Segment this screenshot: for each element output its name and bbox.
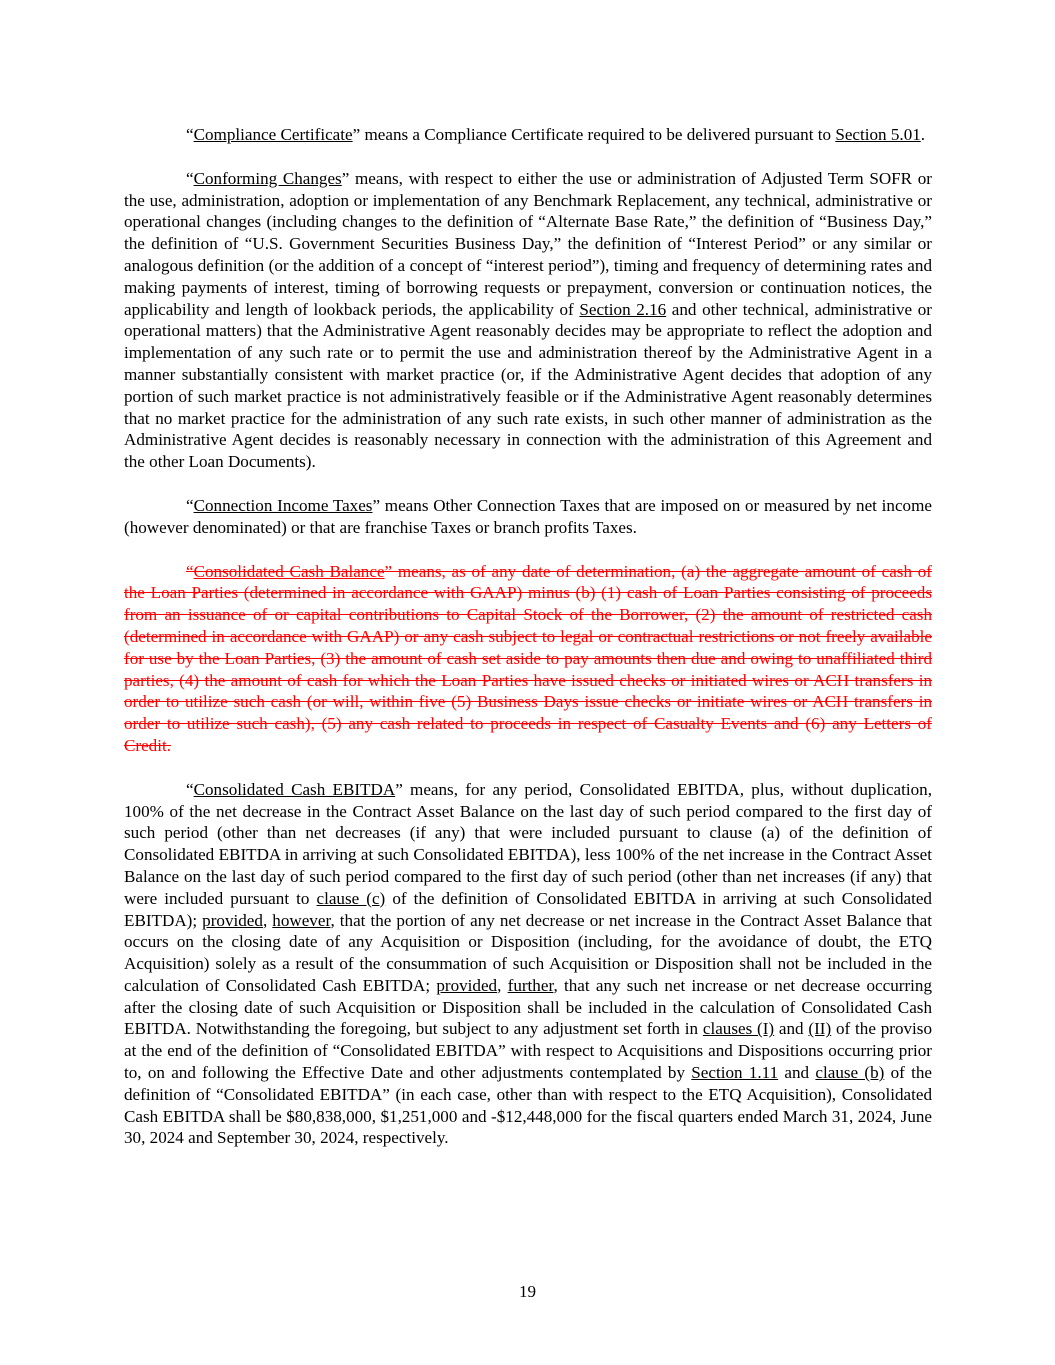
defined-term: Compliance Certificate [193, 125, 353, 144]
definition-text: of the proviso at the end of the definition of “Consolidated EBITDA” with respect to Acquisitions and Dispositions occurring prior to, on and following the Effective Date and other adjustments contemplated by [124, 1019, 932, 1083]
definition-consolidated-cash-ebitda [124, 779, 932, 1150]
definition-text: , that the portion of any net decrease or net increase in the Contract Asset Balance that occurs on the closing date of any Acquisition or Disposition (including, for the avoidance of doubt, the ETQ Acquisition) solely as a result of the consummation of such Acquisition or Disposition shall not be included in the calculation of Consolidated Cash EBITDA; [124, 910, 933, 995]
defined-term: Conforming Changes [193, 168, 342, 188]
section-reference: Section 5.01 [835, 125, 921, 144]
definition-text: , [497, 975, 508, 995]
clause-reference: clause (c) [316, 888, 386, 908]
definition-text: of the definition of Consolidated EBITDA in arriving at such Consolidated EBITDA); [124, 888, 932, 930]
definition-text: and [774, 1019, 809, 1039]
definition-text: . [920, 125, 926, 144]
definition-text: ” means, with respect to either the use or administration of Adjusted Term SOFR or the use, administration, adoption or implementation of any Benchmark Replacement, any technical, administrative or operational changes (including changes to the definition of “Alternate Base Rate,” the definition of “Business Day,” the definition of “U.S. Government Securities Business Day,” the definition of “Interest Period” or any similar or analogous definition (or the addition of a concept of “interest period”), timing and frequency of determining rates and making payments of interest, timing of borrowing requests or prepayment, conversion or continuation notices, the applicability and length of lookback periods, the applicability of [124, 168, 932, 319]
proviso-term: however [272, 910, 331, 930]
open-quote: “ [186, 779, 194, 799]
clause-reference: clause (b) [815, 1063, 885, 1083]
proviso-term: provided [436, 975, 498, 995]
definition-text: , that any such net increase or net decrease occurring after the closing date of such Acquisition or Disposition shall be included in the calculation of Consolidated Cash EBITDA. Notwithstanding the foregoing, but subject to any adjustment set forth in [124, 975, 932, 1039]
definition-text: ” means, for any period, Consolidated EBITDA, plus, without duplication, 100% of the net decrease in the Contract Asset Balance on the last day of such period compared to the first day of such period (other than net decreases (if any) that were included pursuant to clause (a) of the definition of Consolidated EBITDA in arriving at such Consolidated EBITDA), less 100% of the net increase in the Contract Asset Balance on the last day of such period compared to the first day of such period (other than net increases (if any) that were included pursuant to [124, 779, 932, 908]
document-page [124, 124, 932, 1171]
definition-text: , [262, 910, 273, 930]
definition-text: ” means a Compliance Certificate required to be delivered pursuant to [352, 125, 836, 144]
defined-term: Connection Income Taxes [193, 495, 373, 515]
open-quote: “ [186, 561, 194, 581]
definition-compliance-certificate [124, 124, 932, 146]
open-quote: “ [186, 125, 194, 144]
proviso-term: further [507, 975, 554, 995]
definition-text: of the definition of “Consolidated EBITDA” (in each case, other than with respect to the ETQ Acquisition), Consolidated Cash EBITDA shall be $80,838,000, $1,251,000 and -$12,448,000 for the fiscal quarters ended March 31, 2024, June 30, 2024 and September 30, 2024, respectively. [124, 1063, 932, 1148]
open-quote: “ [186, 168, 194, 188]
section-reference: Section 1.11 [691, 1063, 779, 1083]
definition-text: and [778, 1063, 816, 1083]
definition-text: and other technical, administrative or operational matters) that the Administrative Agent reasonably decides may be appropriate to reflect the adoption and implementation of any such rate or to permit the use and administration thereof by the Administrative Agent in a manner substantially consistent with market practice (or, if the Administrative Agent decides that adoption of any portion of such market practice is not administratively feasible or if the Administrative Agent reasonably determines that no market practice for the administration of any such rate exists, in such other manner of administration as the Administrative Agent decides is reasonably necessary in connection with the administration of this Agreement and the other Loan Documents). [124, 299, 932, 472]
definition-text: ” means, as of any date of determination, (a) the aggregate amount of cash of the Loan Parties (determined in accordance with GAAP) minus (b) (1) cash of Loan Parties consisting of proceeds from an issuance of or capital contributions to Capital Stock of the Borrower, (2) the amount of restricted cash (determined in accordance with GAAP) or any cash subject to legal or contractual restrictions or not freely available for use by the Loan Parties, (3) the amount of cash set aside to pay amounts then due and owing to unaffiliated third parties, (4) the amount of cash for which the Loan Parties have issued checks or initiated wires or ACH transfers in order to utilize such cash (or will, within five (5) Business Days issue checks or initiate wires or ACH transfers in order to utilize such cash), (5) any cash related to proceeds in respect of Casualty Events and (6) any Letters of Credit. [124, 561, 932, 755]
open-quote: “ [186, 495, 194, 515]
definition-consolidated-cash-balance-deleted [124, 561, 932, 757]
defined-term: Consolidated Cash Balance [193, 561, 385, 581]
definition-text: ” means Other Connection Taxes that are imposed on or measured by net income (however denominated) or that are franchise Taxes or branch profits Taxes. [124, 495, 932, 537]
clause-reference: clauses (I) [702, 1019, 775, 1039]
section-reference: Section 2.16 [579, 299, 667, 319]
definition-conforming-changes [124, 168, 932, 473]
page-number: 19 [518, 1282, 537, 1301]
definition-connection-income-taxes [124, 495, 932, 539]
clause-reference: (II) [808, 1019, 832, 1039]
proviso-term: provided [202, 910, 263, 930]
defined-term: Consolidated Cash EBITDA [193, 779, 396, 799]
